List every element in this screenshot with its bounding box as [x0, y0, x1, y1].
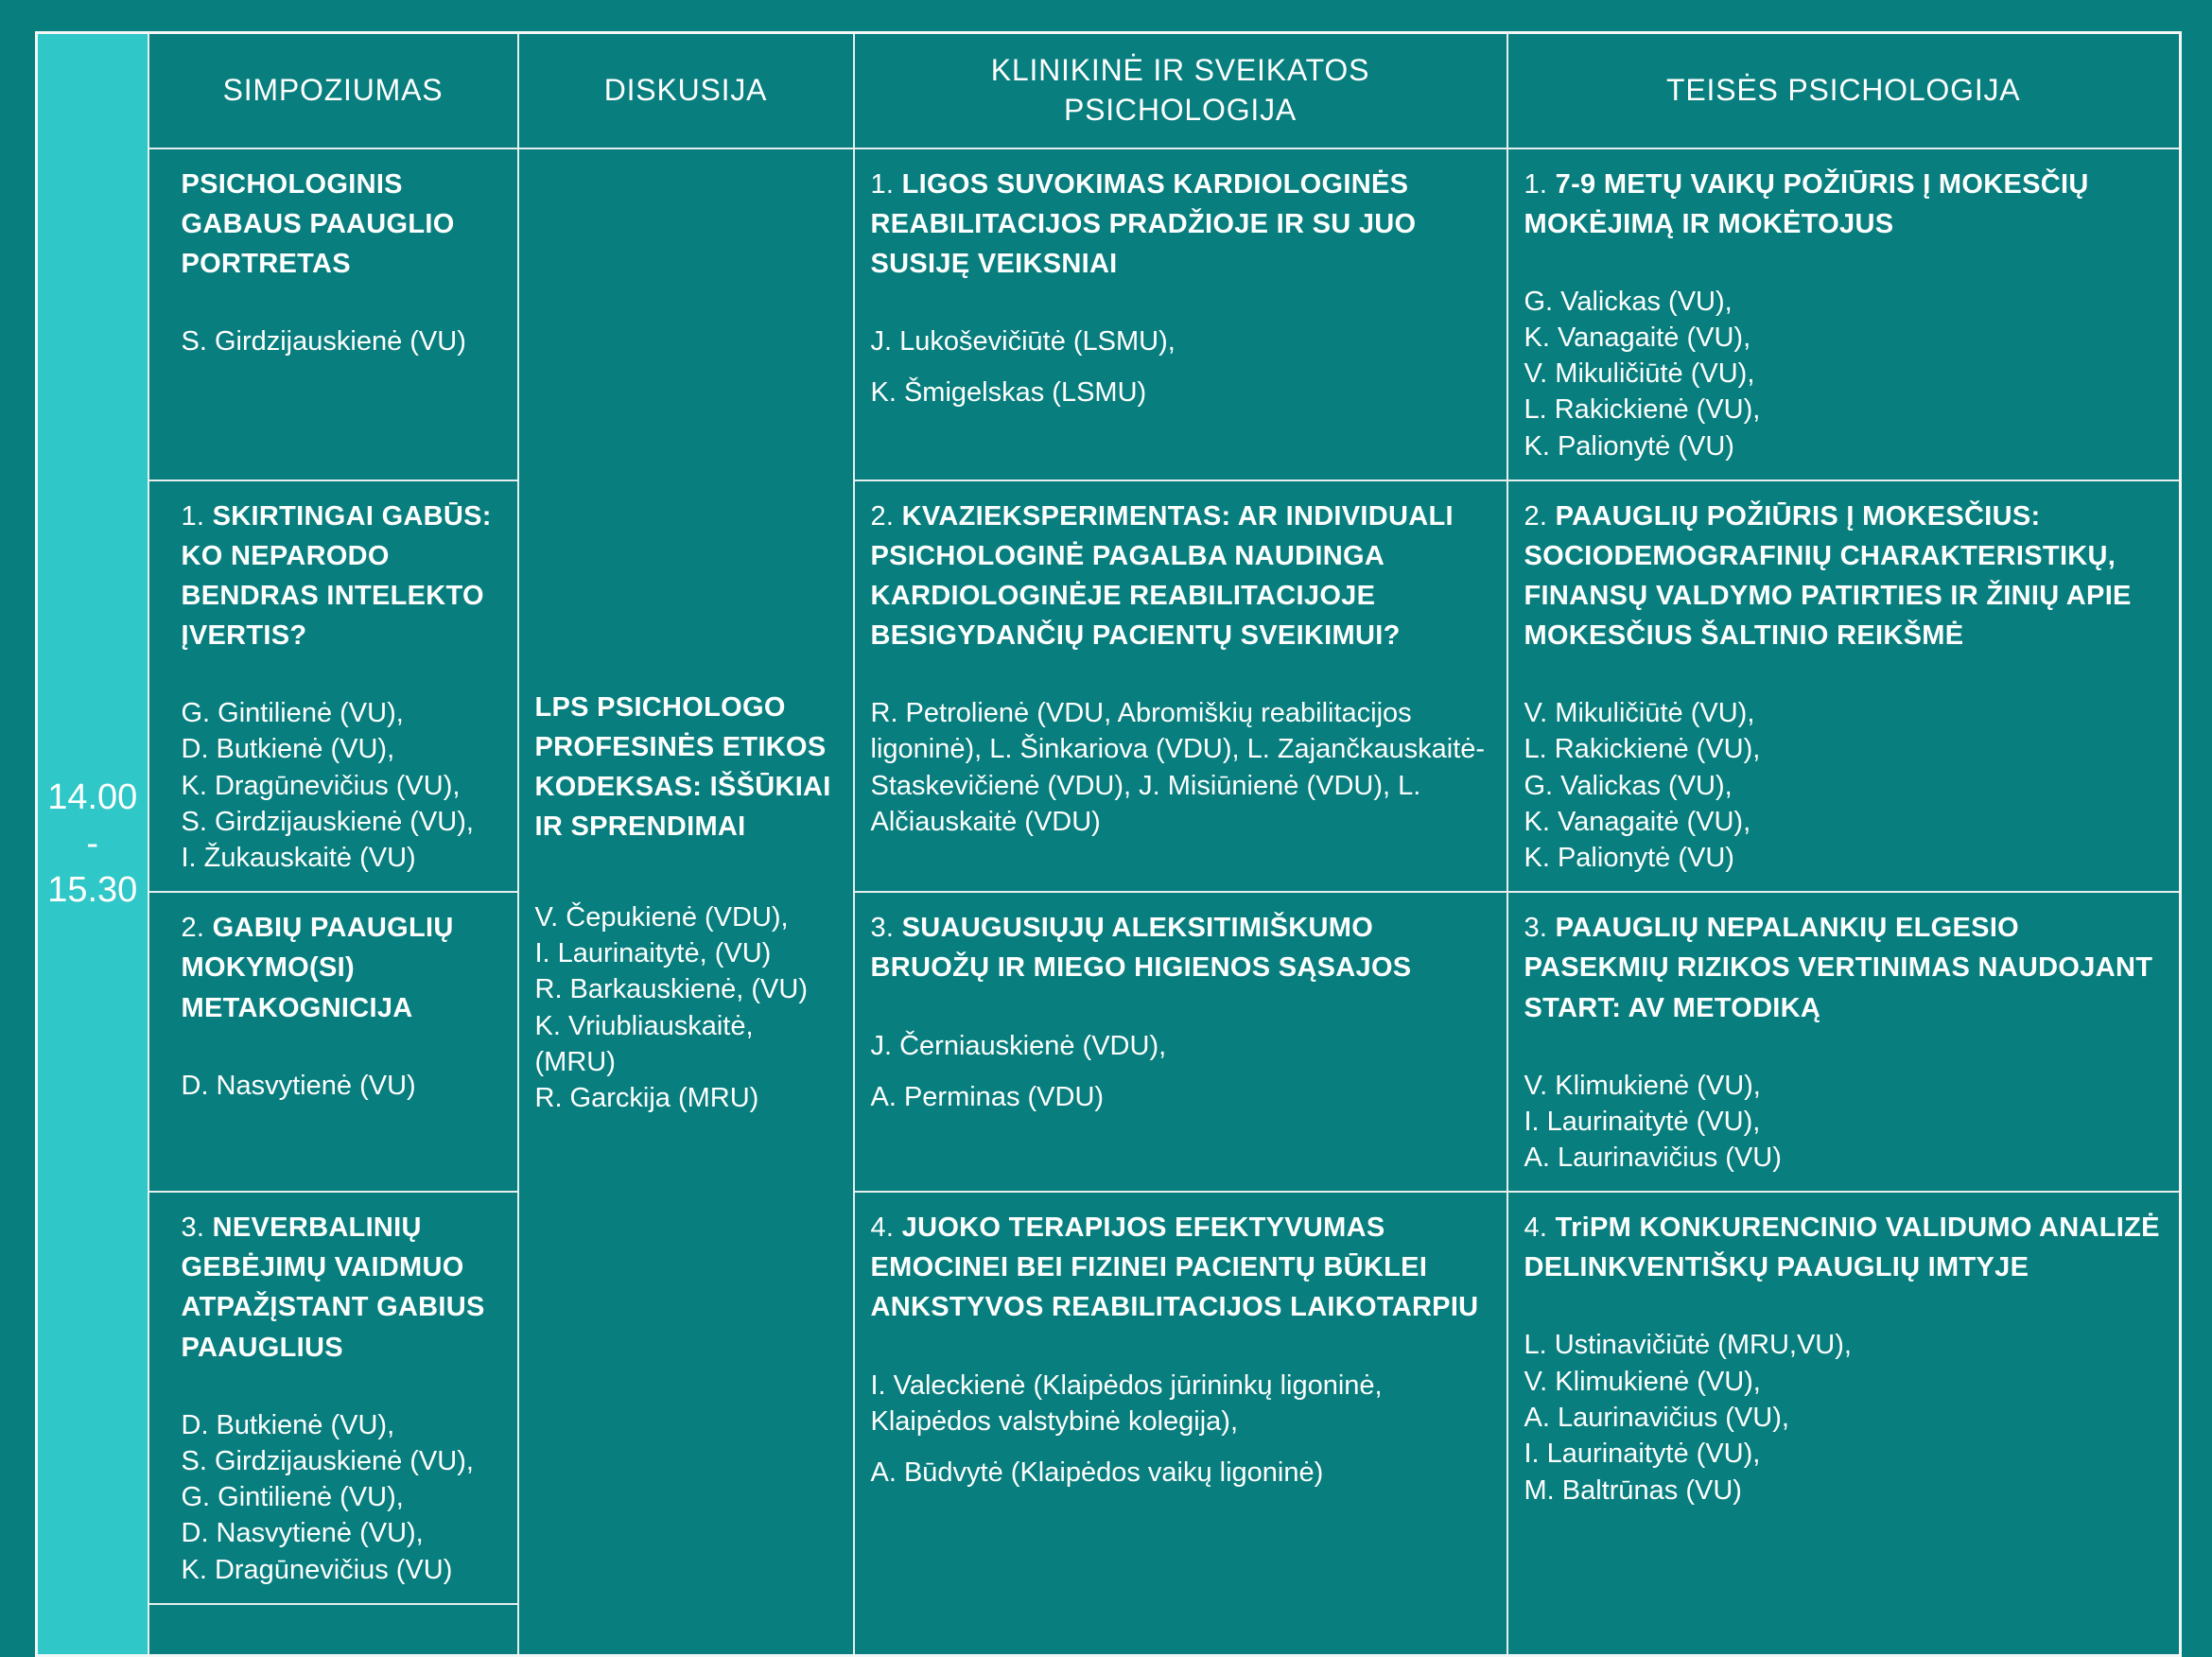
session-title-text: SUAUGUSIŲJŲ ALEKSITIMIŠKUMO BRUOŽŲ IR MIEGO HIGIENOS SĄSAJOS [870, 913, 1412, 984]
session-row-4 [37, 1192, 2181, 1604]
session-title-text: TriPM KONKURENCINIO VALIDUMO ANALIZĖ DELINKVENTIŠKŲ PAAUGLIŲ IMTYJE [1524, 1212, 2160, 1283]
session-cell-simpoziumas-4 [148, 1192, 518, 1604]
session-authors [1524, 1327, 2167, 1508]
author-line: R. Petrolienė (VDU, Abromiškių reabilitacijos ligoninė), L. Šinkariova (VDU), L. Zajančkauskaitė-Staskevičienė (VDU), J. Misiūnienė (VDU), L. Alčiauskaitė (VDU) [870, 698, 1486, 837]
author-line: J. Černiauskienė (VDU), [870, 1030, 1167, 1061]
session-number: 4. [1524, 1212, 1548, 1244]
session-authors [182, 323, 504, 359]
author-line: G. Valickas (VU), [1524, 770, 1733, 801]
session-cell-klinikine-2 [854, 480, 1507, 893]
session-title [182, 908, 504, 1027]
session-row-2 [37, 480, 2181, 893]
session-number: 2. [181, 913, 205, 944]
session-authors [1524, 284, 2167, 464]
author-line: M. Baltrūnas (VU) [1524, 1474, 1742, 1506]
author-line: S. Girdzijauskienė (VU), [181, 806, 474, 837]
author-line: A. Laurinavičius (VU), [1524, 1403, 1789, 1433]
session-title-text: JUOKO TERAPIJOS EFEKTYVUMAS EMOCINEI BEI FIZINEI PACIENTŲ BŪKLEI ANKSTYVOS REABILITACIJOS LAIKOTARPIU [870, 1212, 1479, 1323]
session-number: 1. [181, 500, 205, 532]
author-line: K. Vriubliauskaitė, (MRU) [534, 1010, 754, 1077]
session-cell-simpoziumas-3 [148, 892, 518, 1192]
header-row [37, 33, 2181, 148]
session-authors [871, 323, 1493, 411]
session-cell-diskusija [518, 148, 854, 1656]
author-line: I. Žukauskaitė (VU) [181, 843, 416, 874]
session-title [871, 1208, 1493, 1327]
time-end: 15.30 [47, 870, 138, 911]
author-line: K. Šmigelskas (LSMU) [870, 376, 1147, 408]
session-title-text: LPS PSICHOLOGO PROFESINĖS ETIKOS KODEKSAS: IŠŠŪKIAI IR SPRENDIMAI [534, 691, 831, 842]
author-line: G. Gintilienė (VU), [181, 1482, 404, 1513]
session-title-text: PSICHOLOGINIS GABAUS PAAUGLIO PORTRETAS [181, 168, 455, 279]
session-title-text: PAAUGLIŲ NEPALANKIŲ ELGESIO PASEKMIŲ RIZIKOS VERTINIMAS NAUDOJANT START: AV METODIKĄ [1524, 913, 2153, 1023]
session-title-text: 7-9 METŲ VAIKŲ POŽIŪRIS Į MOKESČIŲ MOKĖJIMĄ IR MOKĖTOJUS [1524, 168, 2089, 239]
session-cell-teises-1 [1507, 148, 2181, 480]
author-line: D. Nasvytienė (VU), [181, 1518, 424, 1549]
session-title [535, 688, 840, 846]
session-number: 2. [870, 500, 895, 532]
session-cell-simpoziumas-1 [148, 148, 518, 480]
author-line: J. Lukoševičiūtė (LSMU), [870, 325, 1176, 357]
author-line: V. Čepukienė (VDU), [534, 901, 789, 933]
session-title [182, 497, 504, 655]
session-row-3 [37, 892, 2181, 1192]
author-line: G. Valickas (VU), [1524, 286, 1733, 317]
author-line: D. Nasvytienė (VU) [181, 1070, 416, 1101]
author-line: I. Laurinaitytė, (VU) [534, 938, 772, 968]
author-line: G. Gintilienė (VU), [181, 698, 404, 729]
session-cell-teises-4 [1507, 1192, 2181, 1656]
session-title-text: NEVERBALINIŲ GEBĖJIMŲ VAIDMUO ATPAŽĮSTANT GABIUS PAAUGLIUS [181, 1212, 485, 1363]
session-title [871, 908, 1493, 987]
session-title [1524, 1208, 2167, 1287]
author-line: L. Ustinavičiūtė (MRU,VU), [1524, 1330, 1852, 1361]
author-line: S. Girdzijauskienė (VU) [181, 325, 466, 357]
author-line: I. Laurinaitytė (VU), [1524, 1439, 1761, 1470]
author-line: V. Klimukienė (VU), [1524, 1366, 1761, 1397]
session-cell-simpoziumas-2 [148, 480, 518, 893]
empty-cell [148, 1604, 518, 1656]
session-title [1524, 908, 2167, 1027]
session-authors [871, 1028, 1493, 1116]
author-line: D. Butkienė (VU), [181, 734, 395, 765]
author-line: K. Palionytė (VU) [1524, 843, 1734, 874]
session-title [182, 1208, 504, 1367]
session-title [1524, 497, 2167, 655]
session-authors [1524, 695, 2167, 876]
session-title [182, 165, 504, 284]
session-title [871, 497, 1493, 655]
session-authors [871, 695, 1493, 840]
session-cell-klinikine-1 [854, 148, 1507, 480]
author-line: S. Girdzijauskienė (VU), [181, 1445, 474, 1476]
session-title [1524, 165, 2167, 244]
session-number: 3. [870, 913, 895, 944]
author-line: K. Vanagaitė (VU), [1524, 322, 1751, 353]
session-number: 2. [1524, 500, 1548, 532]
author-line: K. Dragūnevičius (VU), [181, 770, 461, 801]
session-cell-klinikine-3 [854, 892, 1507, 1192]
session-title-text: KVAZIEKSPERIMENTAS: AR INDIVIDUALI PSICHOLOGINĖ PAGALBA NAUDINGA KARDIOLOGINĖJE REABILITACIJOJE BESIGYDANČIŲ PACIENTŲ SVEIKIMUI? [870, 500, 1454, 652]
time-slot-cell [37, 33, 148, 1656]
time-separator: - [86, 824, 99, 863]
author-line: I. Valeckienė (Klaipėdos jūrininkų ligoninė, Klaipėdos valstybinė kolegija), [870, 1369, 1383, 1437]
author-line: D. Butkienė (VU), [181, 1409, 395, 1440]
session-authors [182, 1068, 504, 1104]
author-line: I. Laurinaitytė (VU), [1524, 1106, 1761, 1137]
session-authors [535, 899, 840, 1117]
column-header-diskusija: DISKUSIJA [518, 33, 854, 148]
session-title [871, 165, 1493, 284]
author-line: A. Laurinavičius (VU) [1524, 1142, 1782, 1174]
session-number: 1. [1524, 168, 1548, 200]
session-number: 3. [181, 1212, 205, 1244]
author-line: K. Dragūnevičius (VU) [181, 1554, 453, 1585]
session-cell-teises-2 [1507, 480, 2181, 893]
time-start: 14.00 [47, 776, 138, 817]
session-cell-klinikine-4 [854, 1192, 1507, 1656]
session-title-text: PAAUGLIŲ POŽIŪRIS Į MOKESČIUS: SOCIODEMOGRAFINIŲ CHARAKTERISTIKŲ, FINANSŲ VALDYMO PATIRTIES IR ŽINIŲ APIE MOKESČIUS ŠALTINIO REIKŠMĖ [1524, 500, 2132, 652]
author-line: A. Būdvytė (Klaipėdos vaikų ligoninė) [870, 1457, 1324, 1489]
session-authors [182, 1407, 504, 1588]
author-line: L. Rakickienė (VU), [1524, 394, 1761, 426]
session-row-1 [37, 148, 2181, 480]
session-title-text: GABIŲ PAAUGLIŲ MOKYMO(SI) METAKOGNICIJA [181, 913, 454, 1023]
author-line: V. Klimukienė (VU), [1524, 1070, 1761, 1101]
author-line: R. Garckija (MRU) [534, 1083, 759, 1114]
author-line: V. Mikuličiūtė (VU), [1524, 698, 1755, 729]
session-number: 3. [1524, 913, 1548, 944]
session-authors [1524, 1068, 2167, 1177]
session-authors [871, 1368, 1493, 1491]
author-line: V. Mikuličiūtė (VU), [1524, 358, 1755, 390]
author-line: A. Perminas (VDU) [870, 1081, 1105, 1112]
session-authors [182, 695, 504, 876]
author-line: R. Barkauskienė, (VU) [534, 974, 808, 1005]
session-cell-teises-3 [1507, 892, 2181, 1192]
author-line: L. Rakickienė (VU), [1524, 734, 1761, 765]
session-number: 1. [870, 168, 895, 200]
column-header-simpoziumas: SIMPOZIUMAS [148, 33, 518, 148]
session-title-text: SKIRTINGAI GABŪS: KO NEPARODO BENDRAS INTELEKTO ĮVERTIS? [181, 500, 492, 652]
author-line: K. Vanagaitė (VU), [1524, 806, 1751, 837]
column-header-teises: TEISĖS PSICHOLOGIJA [1507, 33, 2181, 148]
column-header-klinikine: KLINIKINĖ IR SVEIKATOS PSICHOLOGIJA [854, 33, 1507, 148]
conference-schedule-table [35, 31, 2182, 1657]
session-number: 4. [870, 1212, 895, 1244]
author-line: K. Palionytė (VU) [1524, 430, 1734, 462]
session-title-text: LIGOS SUVOKIMAS KARDIOLOGINĖS REABILITACIJOS PRADŽIOJE IR SU JUO SUSIJĘ VEIKSNIAI [870, 168, 1417, 279]
